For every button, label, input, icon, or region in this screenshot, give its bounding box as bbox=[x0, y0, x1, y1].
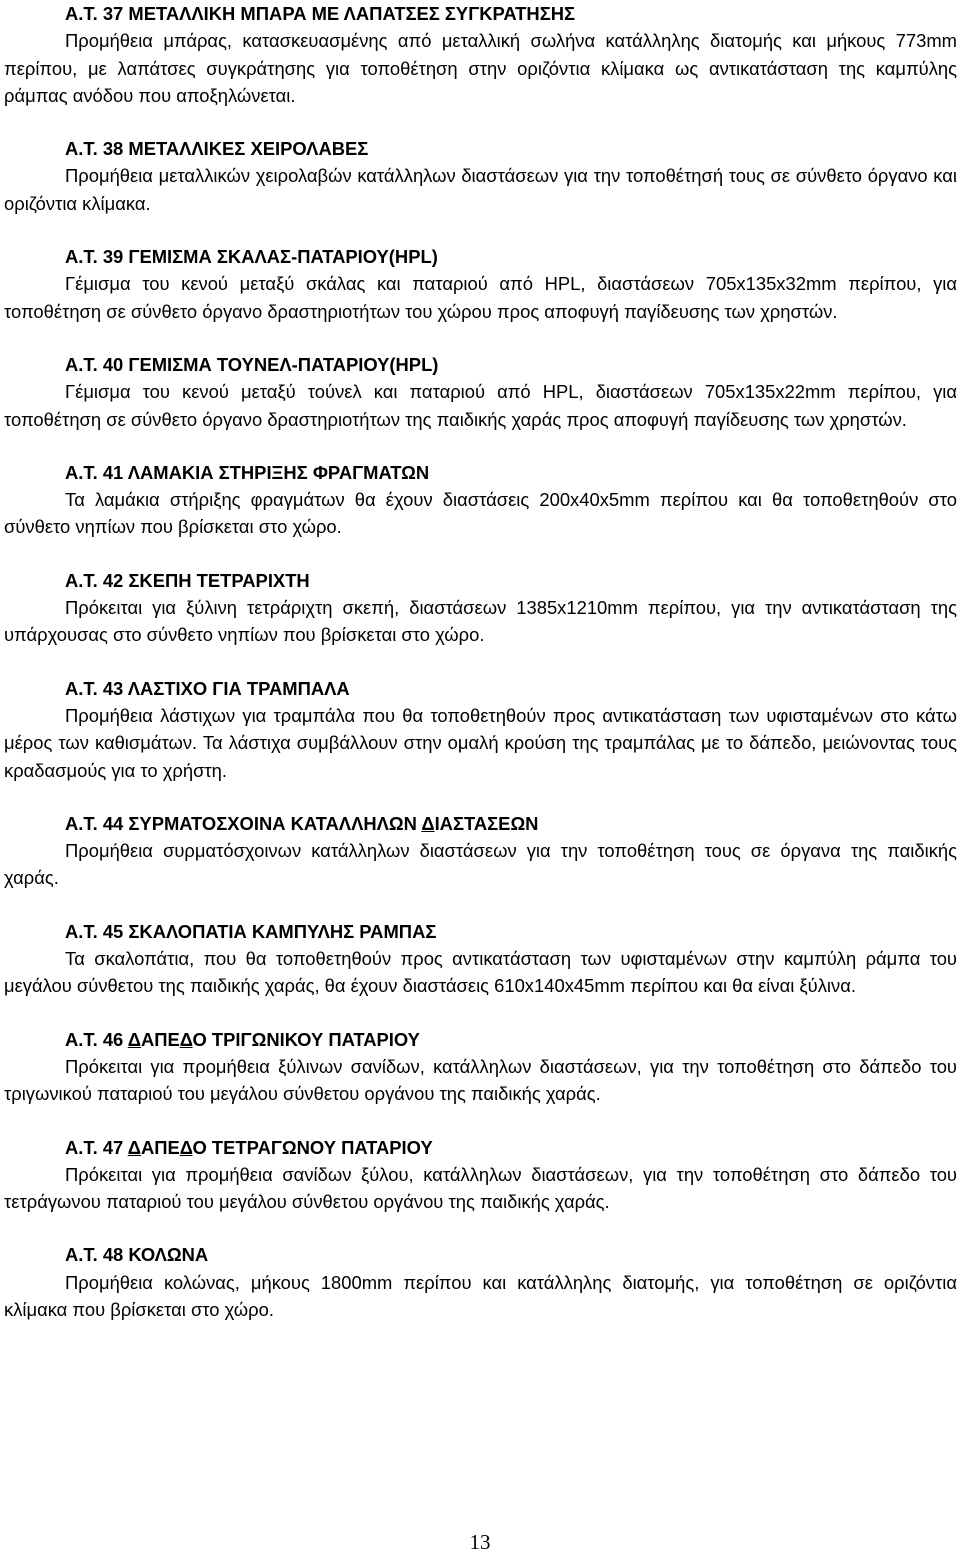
section-body-text: Προμήθεια μεταλλικών χειρολαβών κατάλληλων διαστάσεων για την τοποθέτησή τους σε σύνθετο όργανο και οριζόντια κλίμακα. bbox=[4, 165, 957, 214]
title-underlined-letter: Δ bbox=[421, 812, 435, 834]
section-at-44 bbox=[4, 810, 957, 892]
section-body-text: Γέμισμα του κενού μεταξύ σκάλας και παταριού από HPL, διαστάσεων 705x135x32mm περίπου, για τοποθέτηση σε σύνθετο όργανο δραστηριοτήτων του χώρου προς αποφυγή παγίδευσης των χρηστών. bbox=[4, 273, 957, 322]
section-at-45 bbox=[4, 918, 957, 1000]
section-body-text: Προμήθεια συρματόσχοινων κατάλληλων διαστάσεων για την τοποθέτηση τους σε όργανα της παιδικής χαράς. bbox=[4, 840, 957, 889]
section-body bbox=[4, 486, 957, 541]
section-title: Α.Τ. 42 ΣΚΕΠΗ ΤΕΤΡΑΡΙΧΤΗ bbox=[65, 569, 310, 591]
section-title bbox=[65, 810, 957, 837]
section-title: Α.Τ. 39 ΓΕΜΙΣΜΑ ΣΚΑΛΑΣ-ΠΑΤΑΡΙΟΥ(HPL) bbox=[65, 246, 438, 268]
section-title: Α.Τ. 40 ΓΕΜΙΣΜΑ ΤΟΥΝΕΛ-ΠΑΤΑΡΙΟΥ(HPL) bbox=[65, 353, 439, 375]
section-body bbox=[4, 594, 957, 649]
title-underlined-letter: Δ bbox=[179, 1028, 193, 1050]
title-text: Α.Τ. 44 ΣΥΡΜΑΤΟΣΧΟΙΝΑ ΚΑΤΑΛΛΗΛΩΝ bbox=[65, 812, 422, 834]
section-body-text: Πρόκειται για προμήθεια σανίδων ξύλου, κατάλληλων διαστάσεων, για την τοποθέτηση στο δάπεδο του τετράγωνου παταριού του μεγάλου σύνθετου οργάνου της παιδικής χαράς. bbox=[4, 1163, 957, 1213]
section-body-text: Προμήθεια μπάρας, κατασκευασμένης από μεταλλική σωλήνα κατάλληλης διατομής και μήκους 773mm περίπου, με λαπάτσες συγκράτησης για τοποθέτηση στην οριζόντια κλίμακα ως αντικατάσταση της καμπύλης ράμπας ανόδου που αποξηλώνεται. bbox=[4, 30, 957, 106]
title-underlined-letter: Δ bbox=[179, 1136, 193, 1158]
section-title: Α.Τ. 43 ΛΑΣΤΙΧΟ ΓΙΑ ΤΡΑΜΠΑΛΑ bbox=[65, 677, 350, 699]
section-title bbox=[65, 1026, 957, 1053]
section-body bbox=[4, 702, 957, 784]
title-text: ΙΑΣΤΑΣΕΩΝ bbox=[434, 812, 539, 834]
section-body bbox=[4, 1053, 957, 1108]
document-page bbox=[4, 0, 957, 1349]
section-at-48 bbox=[4, 1241, 957, 1323]
section-body bbox=[4, 162, 957, 217]
section-body-text: Τα λαμάκια στήριξης φραγμάτων θα έχουν διαστάσεις 200x40x5mm περίπου και θα τοποθετηθούν στο σύνθετο νηπίων που βρίσκεται στο χώρο. bbox=[4, 489, 957, 538]
section-body bbox=[4, 270, 957, 325]
title-text: ΑΠΕ bbox=[140, 1028, 180, 1050]
section-at-47 bbox=[4, 1134, 957, 1216]
title-text: Ο ΤΡΙΓΩΝΙΚΟΥ ΠΑΤΑΡΙΟΥ bbox=[192, 1028, 420, 1050]
section-at-40 bbox=[4, 351, 957, 433]
title-text: Α.Τ. 46 bbox=[65, 1028, 128, 1050]
section-body-text: Προμήθεια λάστιχων για τραμπάλα που θα τοποθετηθούν προς αντικατάσταση των υφισταμένων στο κάτω μέρος των καθισμάτων. Τα λάστιχα συμβάλλουν στην ομαλή κρούση της τραμπάλας με το δάπεδο, μειώνοντας τους κραδασμούς για το χρήστη. bbox=[4, 704, 957, 781]
section-body bbox=[4, 945, 957, 1000]
section-title: Α.Τ. 45 ΣΚΑΛΟΠΑΤΙΑ ΚΑΜΠΥΛΗΣ ΡΑΜΠΑΣ bbox=[65, 920, 437, 942]
section-body bbox=[4, 837, 957, 892]
section-body-text: Γέμισμα του κενού μεταξύ τούνελ και παταριού από HPL, διαστάσεων 705x135x22mm περίπου, για τοποθέτηση σε σύνθετο όργανο δραστηριοτήτων της παιδικής χαράς προς αποφυγή παγίδευσης των χρηστών. bbox=[4, 381, 957, 430]
section-body-text: Τα σκαλοπάτια, που θα τοποθετηθούν προς αντικατάσταση των υφισταμένων στην καμπύλη ράμπα του μεγάλου σύνθετου της παιδικής χαράς, θα έχουν διαστάσεις 610x140x45mm περίπου και θα είναι ξύλινα. bbox=[4, 948, 957, 997]
title-underlined-letter: Δ bbox=[127, 1028, 141, 1050]
section-body bbox=[4, 378, 957, 433]
section-body bbox=[4, 1161, 957, 1216]
section-body-text: Πρόκειται για προμήθεια ξύλινων σανίδων, κατάλληλων διαστάσεων, για την τοποθέτηση στο δάπεδο του τριγωνικού παταριού του μεγάλου σύνθετου οργάνου της παιδικής χαράς. bbox=[4, 1055, 957, 1105]
section-body bbox=[4, 1269, 957, 1324]
section-title: Α.Τ. 37 ΜΕΤΑΛΛΙΚΗ ΜΠΑΡΑ ΜΕ ΛΑΠΑΤΣΕΣ ΣΥΓΚΡΑΤΗΣΗΣ bbox=[65, 3, 576, 24]
section-at-39 bbox=[4, 243, 957, 325]
page-number: 13 bbox=[469, 1530, 491, 1554]
section-title: Α.Τ. 48 ΚΟΛΩΝΑ bbox=[65, 1244, 209, 1266]
section-at-46 bbox=[4, 1026, 957, 1108]
section-body-text: Προμήθεια κολώνας, μήκους 1800mm περίπου και κατάλληλης διατομής, για τοποθέτηση σε οριζόντια κλίμακα που βρίσκεται στο χώρο. bbox=[4, 1271, 957, 1320]
section-at-38 bbox=[4, 135, 957, 217]
title-text: ΑΠΕ bbox=[140, 1136, 180, 1158]
section-at-41 bbox=[4, 459, 957, 541]
section-title: Α.Τ. 38 ΜΕΤΑΛΛΙΚΕΣ ΧΕΙΡΟΛΑΒΕΣ bbox=[65, 138, 369, 160]
title-underlined-letter: Δ bbox=[127, 1136, 141, 1158]
section-title bbox=[65, 1134, 957, 1161]
title-text: Ο ΤΕΤΡΑΓΩΝΟΥ ΠΑΤΑΡΙΟΥ bbox=[192, 1136, 433, 1158]
section-body-text: Πρόκειται για ξύλινη τετράριχτη σκεπή, διαστάσεων 1385x1210mm περίπου, για την αντικατάσταση της υπάρχουσας στο σύνθετο νηπίων που βρίσκεται στο χώρο. bbox=[4, 597, 957, 646]
section-at-37 bbox=[4, 0, 957, 109]
section-body bbox=[4, 27, 957, 109]
section-title: Α.Τ. 41 ΛΑΜΑΚΙΑ ΣΤΗΡΙΞΗΣ ΦΡΑΓΜΑΤΩΝ bbox=[65, 461, 430, 483]
title-text: Α.Τ. 47 bbox=[65, 1136, 128, 1158]
section-at-43 bbox=[4, 675, 957, 784]
section-at-42 bbox=[4, 567, 957, 649]
